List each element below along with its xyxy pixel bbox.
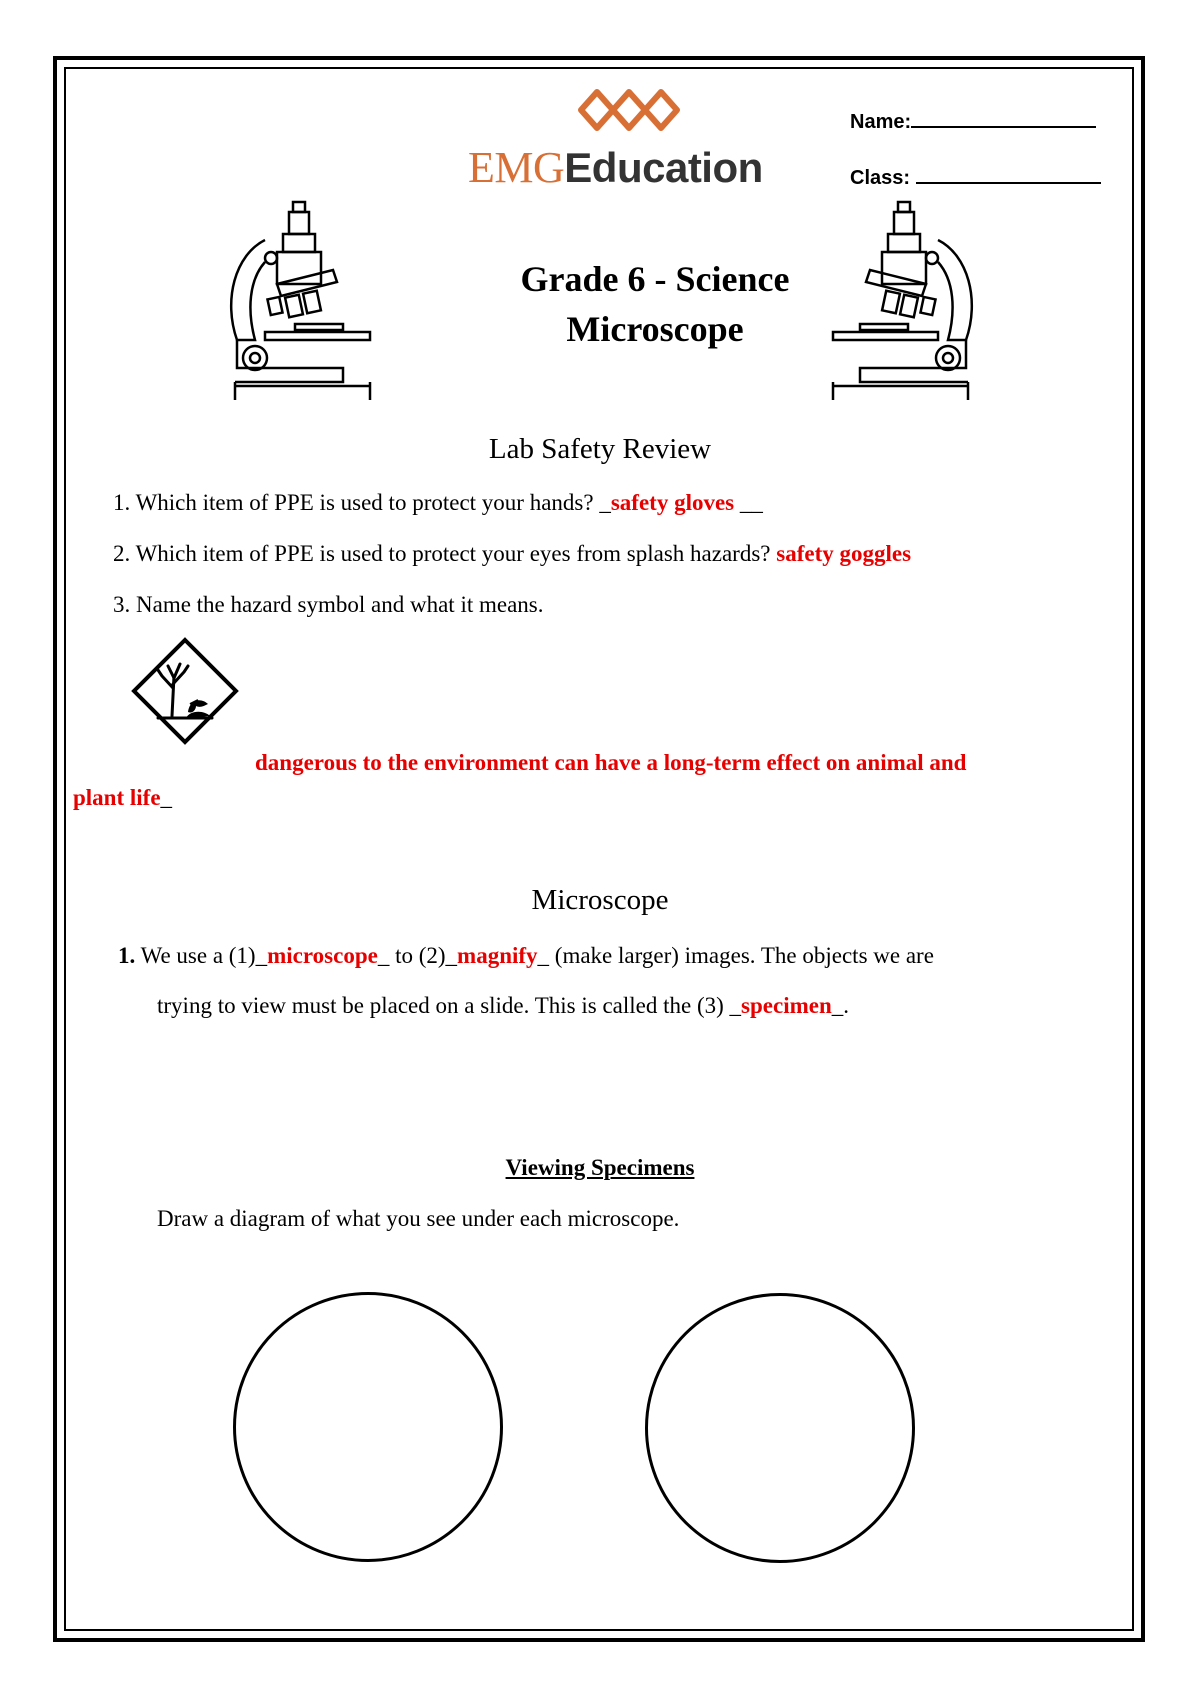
logo-emg: EMG [468,143,565,192]
question-3-answer-line2: plant life [73,785,161,810]
logo-wordmark [468,142,763,193]
microscope-answer-1: microscope [267,943,378,968]
viewing-instruction: Draw a diagram of what you see under each microscope. [157,1206,680,1231]
microscope-heading: Microscope [531,884,669,916]
microscope-left-icon [225,200,375,400]
microscope-text-3: _ (make larger) images. The objects we are [537,943,934,968]
microscope-question-number: 1. [118,943,136,968]
question-3-answer-line2-wrap [73,785,172,811]
lab-safety-heading: Lab Safety Review [488,433,712,465]
question-1-text: 1. Which item of PPE is used to protect your hands? _ [113,490,611,515]
page-title-line1: Grade 6 - Science [520,259,790,299]
microscope-right-icon [828,200,978,400]
microscope-question-line2 [157,993,849,1019]
microscope-text-5: _. [831,993,849,1018]
question-3-text: 3. Name the hazard symbol and what it means. [113,592,544,617]
viewing-specimens-heading: Viewing Specimens [505,1155,695,1180]
microscope-question-line1 [118,943,934,969]
name-blank[interactable] [911,108,1096,128]
question-1-tail: __ [734,490,763,515]
microscope-text-1: We use a (1)_ [135,943,268,968]
environmental-hazard-icon [130,636,240,746]
microscope-answer-2: magnify [457,943,538,968]
microscope-text-4: trying to view must be placed on a slide. This is called the (3) _ [157,993,742,1018]
class-field[interactable] [850,164,1101,190]
microscope-answer-3: specimen [741,993,832,1018]
microscope-text-2: _ to (2)_ [377,943,458,968]
question-2-answer: safety goggles [776,541,912,566]
name-label: Name: [850,111,912,133]
question-1-answer: safety gloves [610,490,735,515]
class-label: Class: [850,167,911,189]
page-title-line2: Microscope [566,309,744,349]
emg-logo-icon [575,84,685,136]
question-3-answer-tail: _ [160,785,173,810]
name-field[interactable] [850,108,1096,134]
drawing-circle-right[interactable] [645,1293,915,1563]
question-3 [113,592,544,618]
logo-education: Education [564,144,763,191]
question-2 [113,541,911,567]
question-3-answer-line1: dangerous to the environment can have a long-term effect on animal and [255,750,967,775]
drawing-circle-left[interactable] [233,1292,503,1562]
class-blank[interactable] [916,164,1101,184]
question-2-text: 2. Which item of PPE is used to protect your eyes from splash hazards? [113,541,777,566]
question-1 [113,490,763,516]
